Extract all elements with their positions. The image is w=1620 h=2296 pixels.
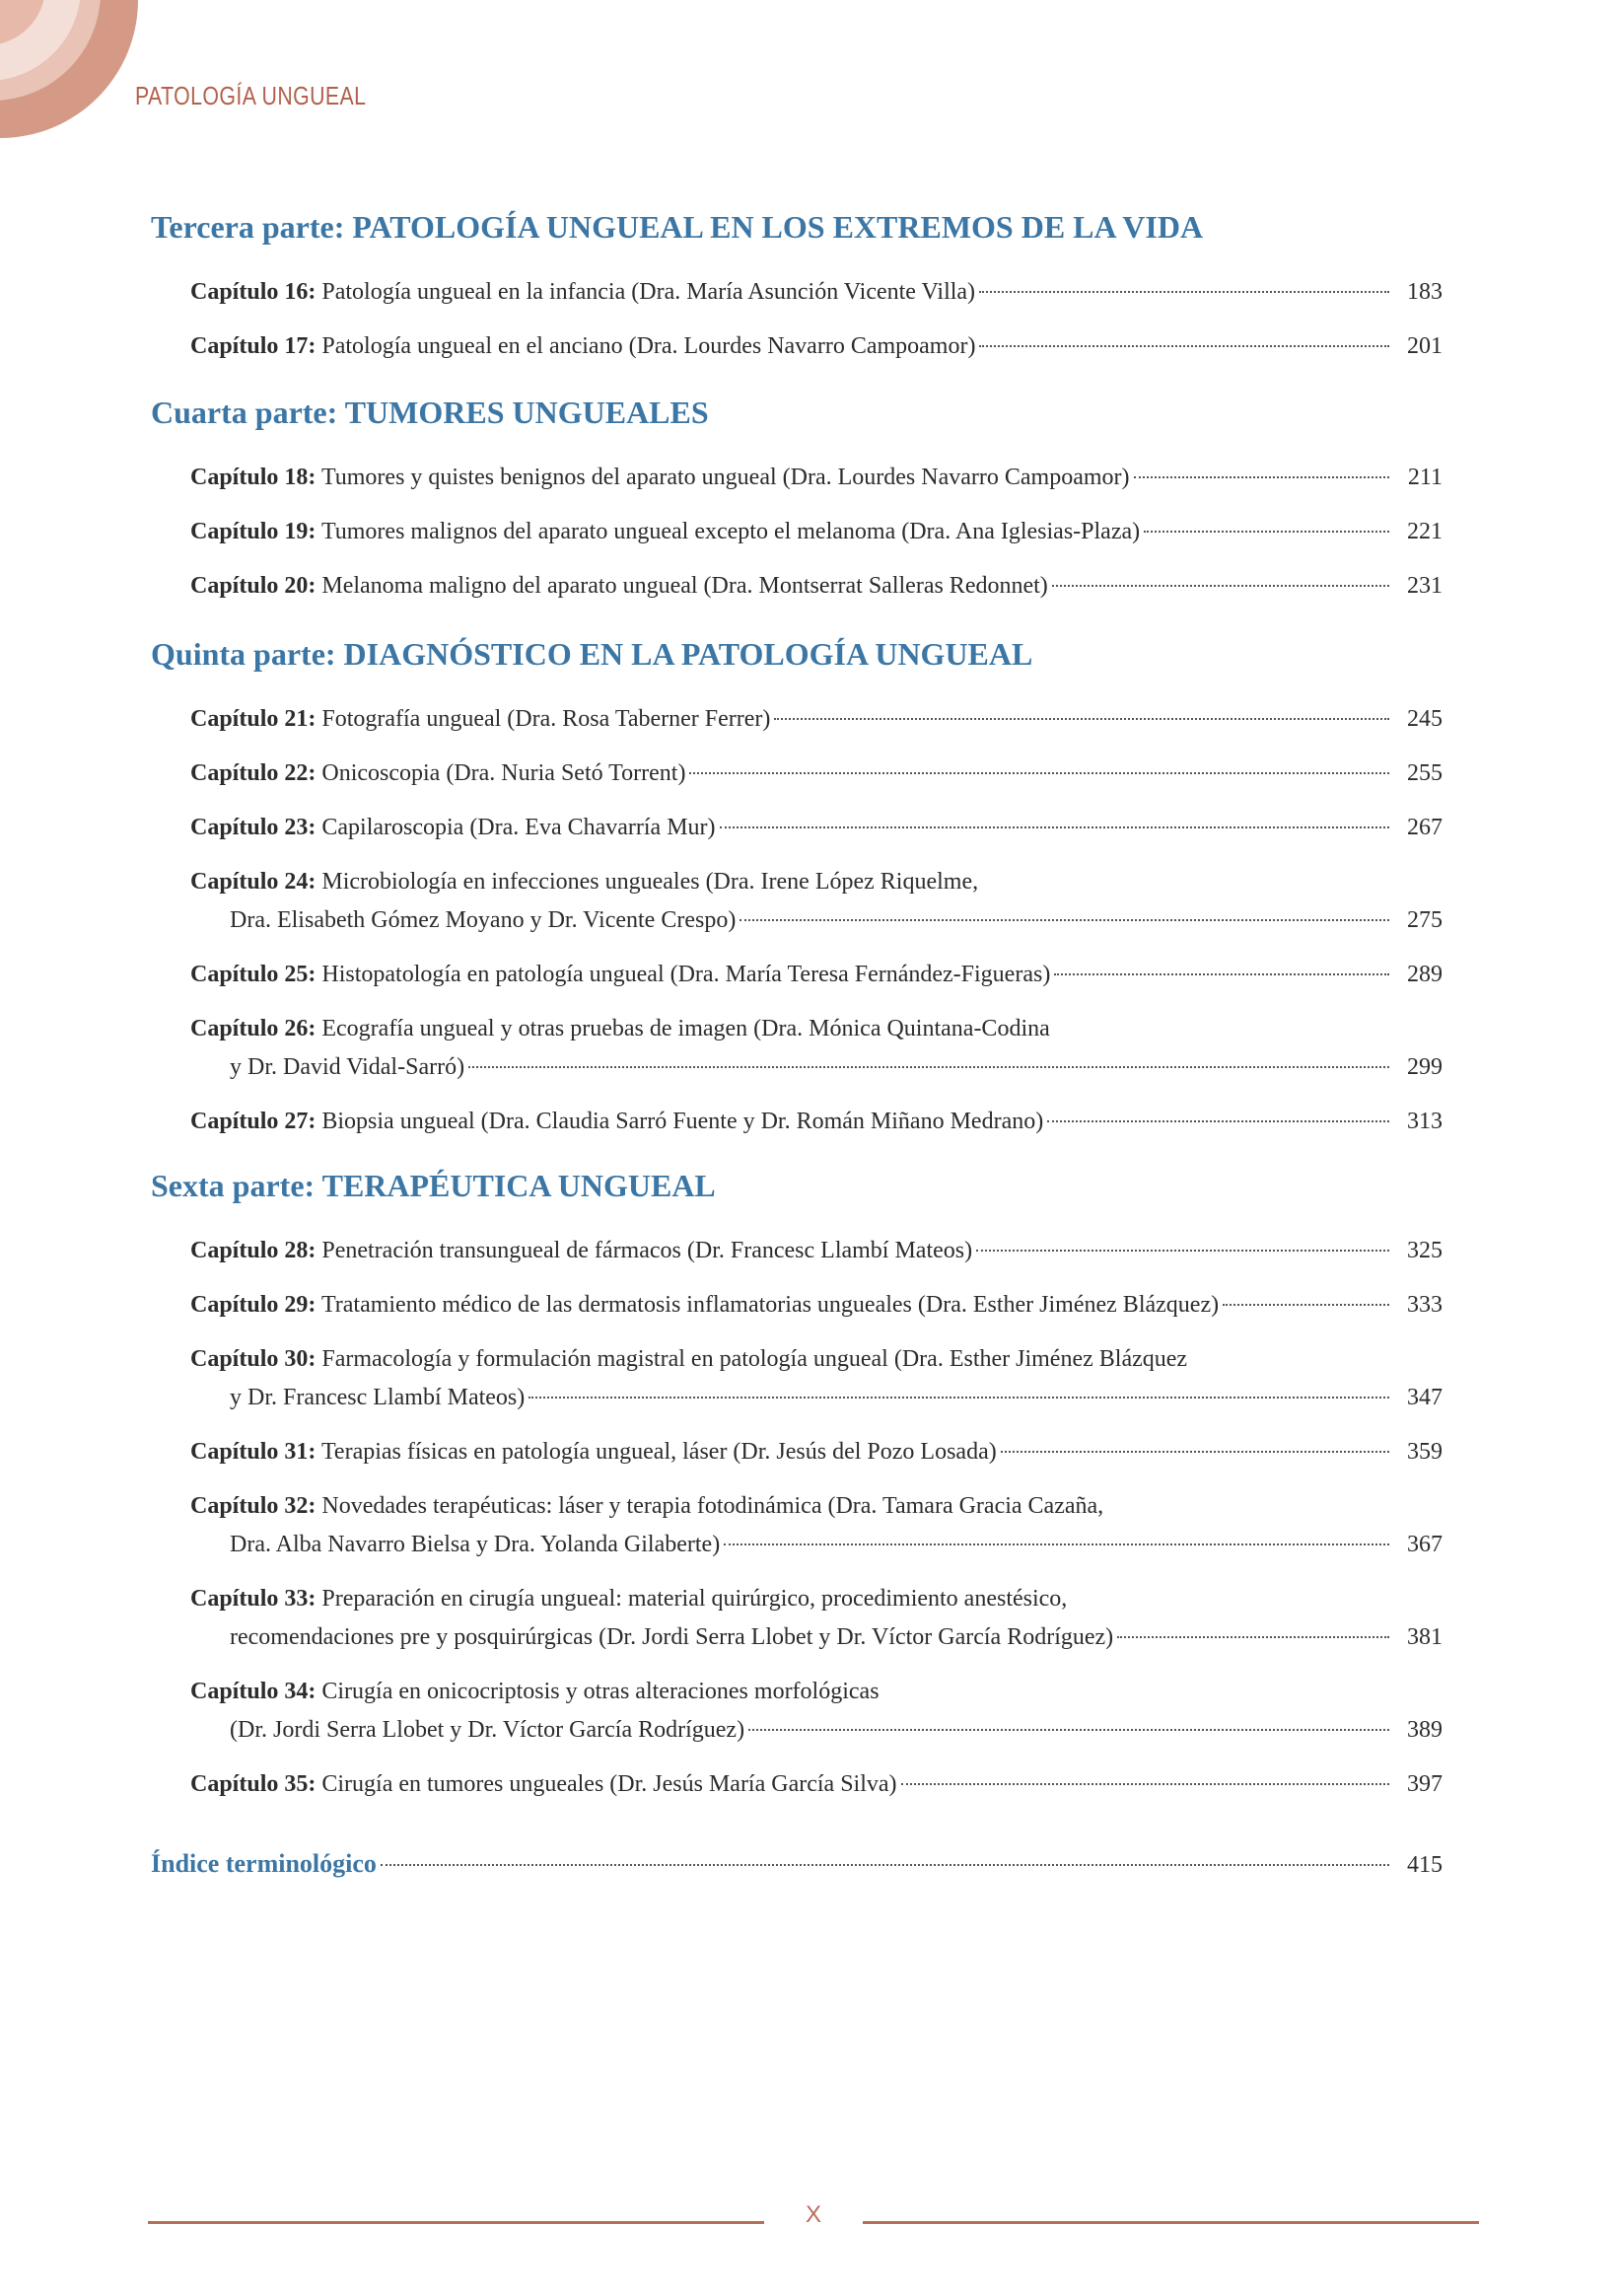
chapter-title: Tumores y quistes benignos del aparato ungueal (Dra. Lourdes Navarro Campoamor): [320, 465, 1130, 490]
part-label: Sexta parte:: [151, 1168, 322, 1203]
chapter-number: Capítulo 25:: [190, 962, 317, 987]
chapter-page: 359: [1407, 1439, 1443, 1465]
toc-entry[interactable]: [190, 1340, 1443, 1417]
chapter-number: Capítulo 29:: [190, 1292, 317, 1318]
leader-dots: [381, 1864, 1389, 1866]
chapter-title: Tumores malignos del aparato ungueal excepto el melanoma (Dra. Ana Iglesias-Plaza): [320, 519, 1141, 544]
chapter-title: (Dr. Jordi Serra Llobet y Dr. Víctor García Rodríguez): [230, 1717, 745, 1743]
chapter-number: Capítulo 21:: [190, 706, 317, 732]
toc-entry[interactable]: [190, 1580, 1443, 1657]
toc-entry[interactable]: [190, 459, 1443, 497]
toc-entry[interactable]: [190, 754, 1443, 793]
chapter-number: Capítulo 27:: [190, 1109, 317, 1134]
chapter-number: Capítulo 31:: [190, 1439, 317, 1465]
chapter-title: Patología ungueal en el anciano (Dra. Lourdes Navarro Campoamor): [321, 333, 976, 359]
chapter-title: Fotografía ungueal (Dra. Rosa Taberner Ferrer): [321, 706, 771, 732]
toc-entry[interactable]: [190, 1010, 1443, 1087]
part-title: TERAPÉUTICA UNGUEAL: [321, 1168, 716, 1203]
leader-dots: [1052, 585, 1389, 587]
toc-entry[interactable]: [190, 700, 1443, 739]
chapter-page: 183: [1407, 279, 1443, 305]
part-heading: [151, 1168, 716, 1204]
chapter-title: Novedades terapéuticas: láser y terapia fotodinámica (Dra. Tamara Gracia Cazaña,: [321, 1493, 1104, 1519]
chapter-title: y Dr. David Vidal-Sarró): [230, 1054, 465, 1080]
chapter-page: 289: [1407, 962, 1443, 987]
chapter-number: Capítulo 28:: [190, 1238, 317, 1263]
index-entry[interactable]: [151, 1849, 1443, 1879]
toc-entry[interactable]: [190, 1673, 1443, 1750]
part-heading: [151, 209, 1203, 246]
chapter-number: Capítulo 26:: [190, 1016, 317, 1041]
toc-entry[interactable]: [190, 809, 1443, 847]
chapter-title: Cirugía en onicocriptosis y otras alteraciones morfológicas: [321, 1679, 880, 1704]
chapter-number: Capítulo 19:: [190, 519, 317, 544]
toc-entry[interactable]: [190, 273, 1443, 312]
chapter-title: Dra. Elisabeth Gómez Moyano y Dr. Vicente Crespo): [230, 907, 737, 933]
chapter-number: Capítulo 16:: [190, 279, 317, 305]
leader-dots: [748, 1729, 1389, 1731]
index-page: 415: [1407, 1852, 1443, 1878]
chapter-title: Tratamiento médico de las dermatosis inflamatorias ungueales (Dra. Esther Jiménez Blázquez): [320, 1292, 1220, 1318]
chapter-page: 367: [1407, 1532, 1443, 1557]
running-header: PATOLOGÍA UNGUEAL: [135, 81, 367, 110]
chapter-title: Biopsia ungueal (Dra. Claudia Sarró Fuente y Dr. Román Miñano Medrano): [321, 1109, 1044, 1134]
chapter-title: Melanoma maligno del aparato ungueal (Dra. Montserrat Salleras Redonnet): [321, 573, 1048, 599]
leader-dots: [468, 1066, 1389, 1068]
leader-dots: [1054, 973, 1389, 975]
toc-entry[interactable]: [190, 863, 1443, 940]
leader-dots: [1117, 1636, 1389, 1638]
chapter-number: Capítulo 35:: [190, 1771, 317, 1797]
toc-entry[interactable]: [190, 1487, 1443, 1564]
leader-dots: [774, 718, 1389, 720]
chapter-title: Microbiología en infecciones ungueales (Dra. Irene López Riquelme,: [321, 869, 979, 895]
chapter-title: Preparación en cirugía ungueal: material quirúrgico, procedimiento anestésico,: [321, 1586, 1068, 1612]
toc-entry[interactable]: [190, 513, 1443, 551]
chapter-page: 381: [1407, 1624, 1443, 1650]
chapter-title: Terapias físicas en patología ungueal, láser (Dr. Jesús del Pozo Losada): [320, 1439, 997, 1465]
chapter-title: Cirugía en tumores ungueales (Dr. Jesús María García Silva): [321, 1771, 897, 1797]
toc-entry[interactable]: [190, 327, 1443, 366]
chapter-page: 389: [1407, 1717, 1443, 1743]
chapter-number: Capítulo 20:: [190, 573, 317, 599]
part-label: Tercera parte:: [151, 209, 353, 245]
leader-dots: [720, 826, 1389, 828]
chapter-page: 397: [1407, 1771, 1443, 1797]
toc-entry[interactable]: [190, 1232, 1443, 1270]
chapter-number: Capítulo 32:: [190, 1493, 317, 1519]
chapter-number: Capítulo 22:: [190, 760, 317, 786]
leader-dots: [689, 772, 1389, 774]
chapter-title: recomendaciones pre y posquirúrgicas (Dr. Jordi Serra Llobet y Dr. Víctor García Rodríguez): [230, 1624, 1114, 1650]
chapter-number: Capítulo 18:: [190, 465, 317, 490]
leader-dots: [979, 291, 1389, 293]
toc-entry[interactable]: [190, 956, 1443, 994]
leader-dots: [1047, 1120, 1389, 1122]
part-label: Quinta parte:: [151, 636, 344, 672]
leader-dots: [979, 345, 1389, 347]
chapter-page: 231: [1407, 573, 1443, 599]
part-heading: [151, 636, 1032, 673]
footer-rule-right: [863, 2221, 1479, 2224]
chapter-title: Onicoscopia (Dra. Nuria Setó Torrent): [321, 760, 686, 786]
chapter-page: 333: [1407, 1292, 1443, 1318]
chapter-page: 299: [1407, 1054, 1443, 1080]
part-title: DIAGNÓSTICO EN LA PATOLOGÍA UNGUEAL: [343, 636, 1033, 672]
leader-dots: [1144, 531, 1389, 533]
chapter-page: 347: [1407, 1385, 1443, 1410]
part-title: TUMORES UNGUEALES: [344, 395, 709, 430]
chapter-page: 201: [1407, 333, 1443, 359]
chapter-number: Capítulo 17:: [190, 333, 317, 359]
chapter-number: Capítulo 34:: [190, 1679, 317, 1704]
part-label: Cuarta parte:: [151, 395, 345, 430]
toc-entry[interactable]: [190, 1765, 1443, 1804]
chapter-number: Capítulo 23:: [190, 815, 317, 840]
chapter-title: y Dr. Francesc Llambí Mateos): [230, 1385, 526, 1410]
chapter-page: 245: [1407, 706, 1443, 732]
chapter-title: Ecografía ungueal y otras pruebas de imagen (Dra. Mónica Quintana-Codina: [321, 1016, 1050, 1041]
chapter-number: Capítulo 24:: [190, 869, 317, 895]
leader-dots: [976, 1250, 1389, 1252]
footer-page-number: X: [805, 2201, 821, 2228]
chapter-page: 325: [1407, 1238, 1443, 1263]
part-title: PATOLOGÍA UNGUEAL EN LOS EXTREMOS DE LA VIDA: [352, 209, 1204, 245]
footer-rule-left: [148, 2221, 764, 2224]
chapter-title: Penetración transungueal de fármacos (Dr. Francesc Llambí Mateos): [321, 1238, 973, 1263]
toc-entry[interactable]: [190, 1103, 1443, 1141]
corner-decoration: [0, 0, 148, 148]
chapter-page: 255: [1407, 760, 1443, 786]
chapter-number: Capítulo 33:: [190, 1586, 317, 1612]
chapter-title: Dra. Alba Navarro Bielsa y Dra. Yolanda Gilaberte): [230, 1532, 721, 1557]
toc-entry[interactable]: [190, 1433, 1443, 1471]
chapter-title: Histopatología en patología ungueal (Dra. María Teresa Fernández-Figueras): [321, 962, 1051, 987]
leader-dots: [528, 1397, 1389, 1399]
leader-dots: [724, 1543, 1389, 1545]
chapter-page: 313: [1407, 1109, 1443, 1134]
chapter-number: Capítulo 30:: [190, 1346, 317, 1372]
chapter-title: Capilaroscopia (Dra. Eva Chavarría Mur): [321, 815, 716, 840]
leader-dots: [901, 1783, 1389, 1785]
chapter-title: Farmacología y formulación magistral en patología ungueal (Dra. Esther Jiménez Blázquez: [321, 1346, 1188, 1372]
chapter-page: 267: [1407, 815, 1443, 840]
leader-dots: [1223, 1304, 1389, 1306]
toc-entry[interactable]: [190, 567, 1443, 606]
toc-entry[interactable]: [190, 1286, 1443, 1325]
index-label: Índice terminológico: [151, 1849, 377, 1878]
leader-dots: [1134, 476, 1389, 478]
chapter-page: 211: [1407, 465, 1443, 490]
chapter-page: 275: [1407, 907, 1443, 933]
chapter-page: 221: [1407, 519, 1443, 544]
chapter-title: Patología ungueal en la infancia (Dra. María Asunción Vicente Villa): [321, 279, 976, 305]
part-heading: [151, 395, 709, 431]
leader-dots: [740, 919, 1389, 921]
leader-dots: [1001, 1451, 1389, 1453]
